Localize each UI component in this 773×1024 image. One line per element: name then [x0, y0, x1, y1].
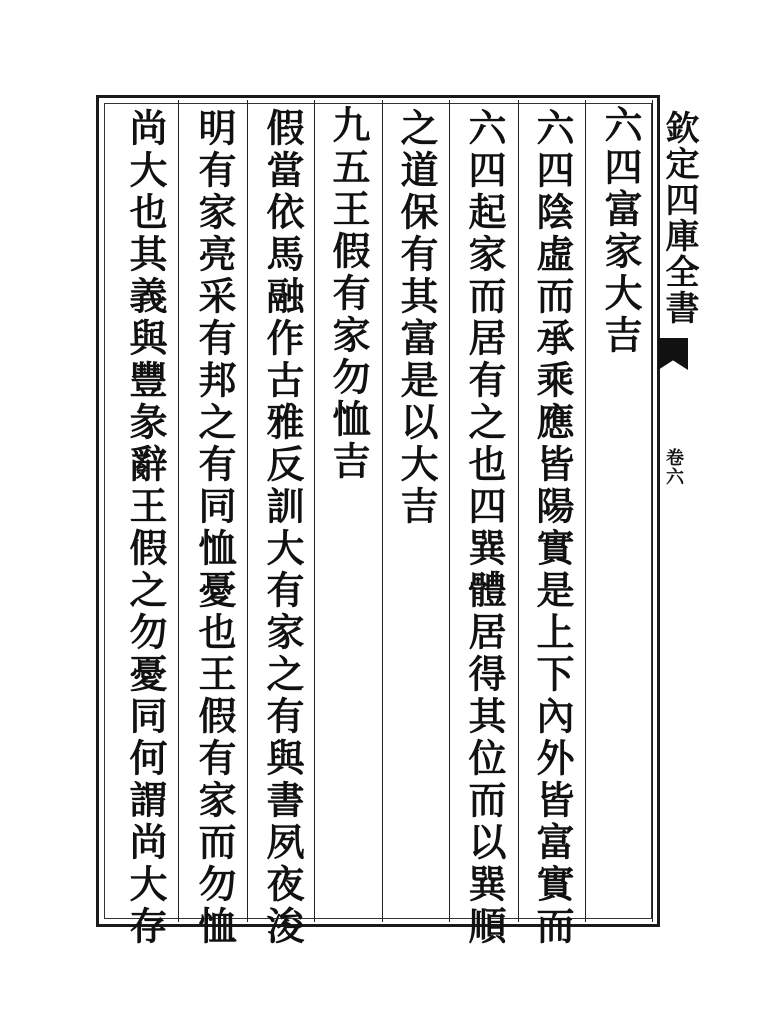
- text-column-1: [590, 105, 650, 357]
- column-rule: [652, 100, 653, 922]
- column-text: 六四陰虛而承乘應皆陽實是上下內外皆富實而: [530, 108, 575, 948]
- juan-number: 卷六: [663, 448, 684, 486]
- column-rule: [382, 100, 383, 922]
- text-column-4: [386, 108, 446, 528]
- column-rule: [518, 100, 519, 922]
- column-text: 六四富家大吉: [598, 105, 643, 357]
- margin-title: 欽定四庫全書: [659, 110, 699, 326]
- column-rule: [247, 100, 248, 922]
- column-text: 之道保有其富是以大吉: [394, 108, 439, 528]
- column-rule: [178, 100, 179, 922]
- text-column-3: [454, 108, 514, 948]
- column-text: 六四起家而居有之也四巽體居得其位而以巽順: [462, 108, 507, 948]
- column-rule: [449, 100, 450, 922]
- text-column-6: [252, 108, 312, 948]
- fishtail-mark: [658, 338, 688, 370]
- text-column-8: [115, 108, 175, 948]
- column-text: 假當依馬融作古雅反訓大有家之有與書夙夜浚: [260, 108, 305, 948]
- column-rule: [585, 100, 586, 922]
- column-text: 明有家亮采有邦之有同恤憂也王假有家而勿恤: [192, 108, 237, 948]
- column-text: 九五王假有家勿恤吉: [326, 105, 371, 483]
- text-column-7: [184, 108, 244, 948]
- column-text: 尚大也其義與豐彖辭王假之勿憂同何謂尚大存: [123, 108, 168, 948]
- text-column-2: [522, 108, 582, 948]
- text-column-5: [318, 105, 378, 483]
- column-rule: [314, 100, 315, 922]
